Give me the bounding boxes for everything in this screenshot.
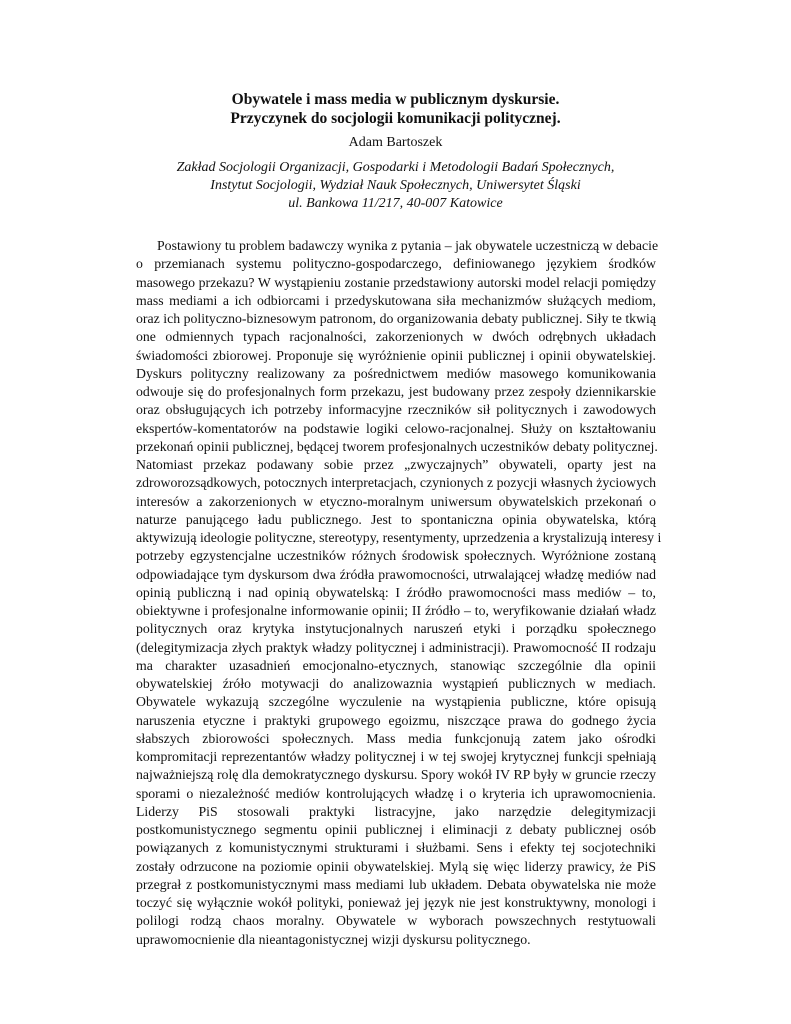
body-line: odpowiadające tym dyskursom dwa źródła prawomocności, utrwalającej władzę mediów nad xyxy=(136,566,656,582)
body-line: ekspertów-komentatorów na podstawie logiki celowo-racjonalnej. Służy on kształtowaniu xyxy=(136,420,656,436)
body-line: powiązanych z komunistycznymi strukturami i służbami. Sens i efekty tej socjotechniki xyxy=(136,840,656,856)
body-line: ma charakter uzasadnień emocjonalno-etycznych, stanowiąc szczególnie dla opinii xyxy=(136,657,656,673)
affiliation-line-1: Zakład Socjologii Organizacji, Gospodarki i Metodologii Badań Społecznych, xyxy=(176,160,615,175)
body-line: interesów a zakorzenionych w etyczno-moralnym uniwersum obywatelskich przekonań o xyxy=(136,493,656,509)
body-line: oraz ich polityczno-biznesowym patronom, do organizowania debaty publicznej. Siły te tkwią xyxy=(136,311,656,326)
abstract-body xyxy=(136,237,662,949)
body-line: masowego przekazu? W wystąpieniu zostanie przedstawiony autorski model relacji pomiędzy xyxy=(136,274,656,290)
body-line: postkomunistycznego segmentu opinii publicznej i eliminacji z debaty publicznej osób xyxy=(136,822,656,837)
body-line: potrzeby egzystencjalne uczestników różnych środowisk społecznych. Wyróżnione zostaną xyxy=(136,548,656,564)
body-line: przekonań opinii publicznej, będącej tworem profesjonalnych uczestników debaty politycznej. xyxy=(136,438,658,454)
affiliation-line-3: ul. Bankowa 11/217, 40-007 Katowice xyxy=(288,196,503,211)
author-name: Adam Bartoszek xyxy=(348,135,443,150)
body-line: Liderzy PiS stosowali praktyki listracyjne, jako narzędzie delegitymizacji xyxy=(136,803,656,819)
body-line: najważniejszą rolę dla demokratycznego dyskursu. Spory wokół IV RP były w gruncie rzeczy xyxy=(136,767,656,783)
body-line: kompromitacji reprezentantów władzy politycznej i w tej swojej krytycznej funkcji spełniają xyxy=(136,749,656,764)
paper-title-line-1: Obywatele i mass media w publicznym dyskursie. xyxy=(231,91,560,108)
body-line: obywatelskiej źróło motywacji do analizowaznia wystąpień publicznych w mediach. xyxy=(136,676,656,691)
body-line: Natomiast przekaz podawany sobie przez „zwyczajnych” obywateli, oparty jest na xyxy=(136,457,656,472)
body-line: Obywatele wykazują szczególne wyczulenie na wystąpienia publiczne, które opisują xyxy=(136,694,656,710)
body-line: toczyć się wyłącznie wokół polityki, ponieważ jej język nie jest konstruktywny, monologi i xyxy=(136,895,656,910)
body-line: przegrał z postkomunistycznymi mass mediami lub układem. Debata obywatelska nie może xyxy=(136,876,656,892)
body-line: polilogi rodzą chaos moralny. Obywatele w wyborach powszechnych restytuowali xyxy=(136,913,656,929)
body-line: o przemianach systemu polityczno-gospodarczego, definiowanego językiem środków xyxy=(136,256,656,272)
body-line: naruszenia etyczne i praktyki grupowego egoizmu, niszczące prawa do godnego życia xyxy=(136,712,656,728)
body-line: świadomości zbiorowej. Proponuje się wyróżnienie opinii publicznej i opinii obywatelskiej. xyxy=(136,347,656,363)
body-line: (delegitymizacja złych praktyk władzy politycznej i administracji). Prawomocność II rodzaju xyxy=(136,639,656,655)
paper-title-line-2: Przyczynek do socjologii komunikacji politycznej. xyxy=(230,110,561,127)
body-line: sporami o niezależność mediów kontrolujących władzę i o kryteria ich uprawomocnienia. xyxy=(136,785,656,801)
affiliation-line-2: Instytut Socjologii, Wydział Nauk Społecznych, Uniwersytet Śląski xyxy=(210,178,581,193)
body-line: odwouje się do profesjonalnych form przekazu, jest budowany przez zespoły dziennikarskie xyxy=(136,384,656,399)
body-line: oraz obsługujących ich potrzeby informacyjne rzeczników sił politycznych i zawodowych xyxy=(136,402,656,418)
body-line: obiektywne i profesjonalne informowanie opinii; II źródło – to, weryfikowanie działań władz xyxy=(136,603,656,618)
body-line: uprawomocnienie dla nieantagonistycznej wizji dyskursu politycznego. xyxy=(136,931,531,947)
body-line: zostały odrzucone na poziomie opinii obywatelskiej. Mylą się więc liderzy prawicy, że PiS xyxy=(136,858,656,874)
body-line: mass mediami a ich odbiorcami i przedyskutowana siła mechanizmów służących mediom, xyxy=(136,292,656,308)
body-line: zdroworozsądkowych, potocznych interpretacjach, czynionych z pozycji własnych życiowych xyxy=(136,475,656,491)
body-line: politycznych oraz krytyka instytucjonalnych naruszeń etyki i porządku społecznego xyxy=(136,621,656,637)
body-line: Dyskurs polityczny realizowany za pośrednictwem mediów masowego komunikowania xyxy=(136,365,656,381)
body-line: aktywizują ideologie polityczne, stereotypy, resentymenty, uprzedzenia a krystalizują interesy i xyxy=(136,530,662,545)
body-line: opinią publiczną i nad opinią obywatelską: I źródło prawomocności mass mediów – to, xyxy=(136,584,656,600)
body-line: słabszych zbiorowości społecznych. Mass media funkcjonują zatem jako ośrodki xyxy=(136,730,656,746)
body-line: Postawiony tu problem badawczy wynika z pytania – jak obywatele uczestniczą w debacie xyxy=(157,238,659,253)
body-line: one odmiennych typach racjonalności, zakorzenionych w dwóch odrębnych układach xyxy=(136,329,656,345)
body-line: naturze panującego ładu publicznego. Jest to spontaniczna opinia obywatelska, którą xyxy=(136,511,656,527)
